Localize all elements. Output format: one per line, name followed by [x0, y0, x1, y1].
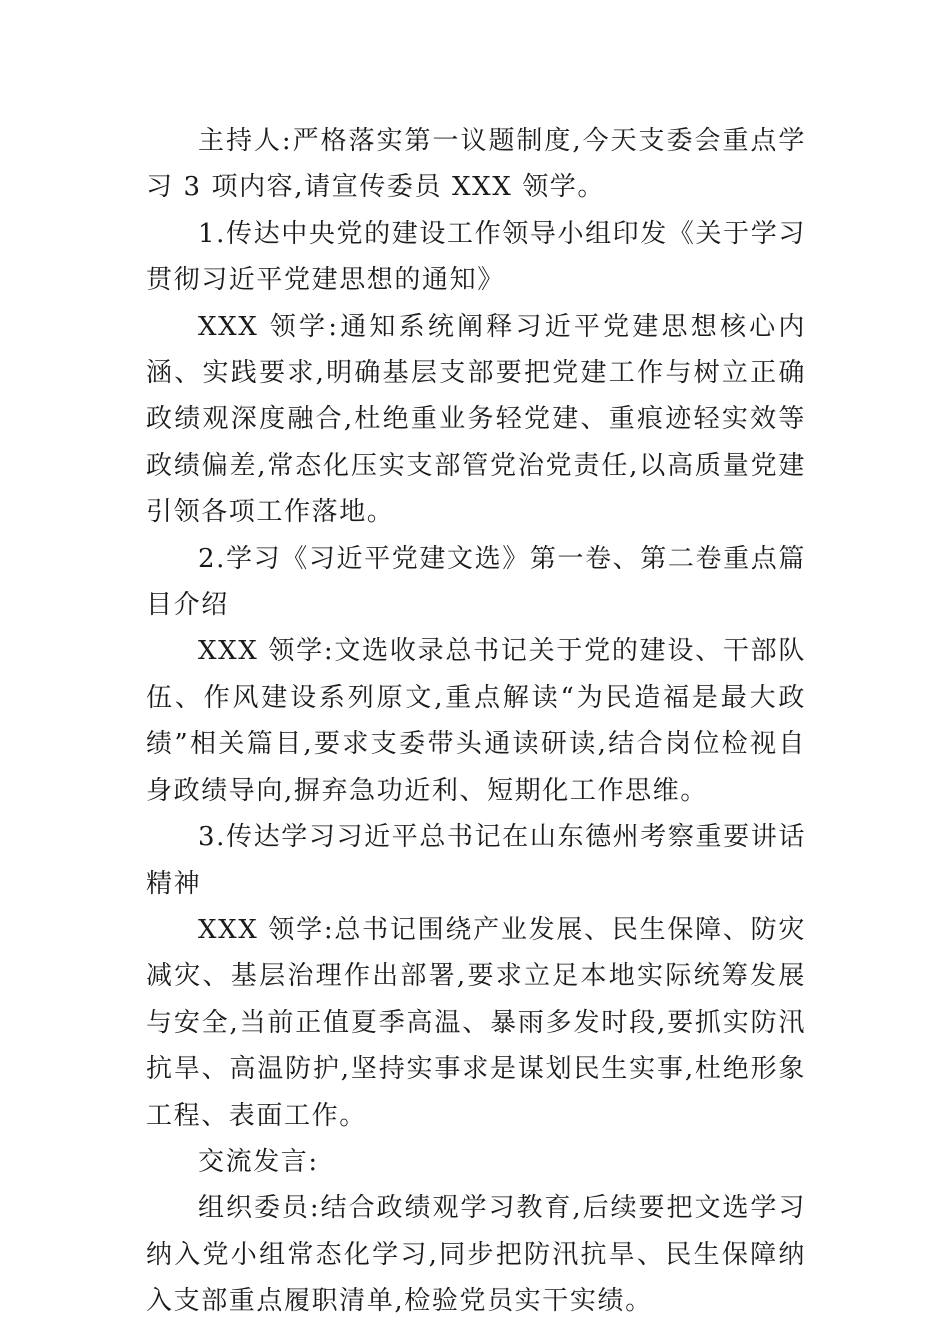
- paragraph-discussion-heading: 交流发言:: [198, 1146, 319, 1177]
- document-body: [146, 118, 806, 1325]
- paragraph-item-2-title: 2.学习《习近平党建文选》第一卷、第二卷重点篇目介绍: [146, 543, 806, 621]
- paragraph-item-3-title: 3.传达学习习近平总书记在山东德州考察重要讲话精神: [146, 822, 806, 899]
- paragraph-host-intro: 主持人:严格落实第一议题制度,今天支委会重点学习 3 项内容,请宣传委员 XXX 领学。: [146, 126, 806, 203]
- paragraph-organization-member-remarks: 组织委员:结合政绩观学习教育,后续要把文选学习纳入党小组常态化学习,同步把防汛抗旱、民生保障纳入支部重点履职清单,检验党员实干实绩。: [146, 1193, 806, 1317]
- paragraph-item-2-content: XXX 领学:文选收录总书记关于党的建设、干部队伍、作风建设系列原文,重点解读“为民造福是最大政绩”相关篇目,要求支委带头通读研读,结合岗位检视自身政绩导向,摒弃急功近利、短期化工作思维。: [146, 636, 806, 806]
- paragraph-item-1-content: XXX 领学:通知系统阐释习近平党建思想核心内涵、实践要求,明确基层支部要把党建工作与树立正确政绩观深度融合,杜绝重业务轻党建、重痕迹轻实效等政绩偏差,常态化压实支部管党治党责任,以高质量党建引领各项工作落地。: [146, 311, 806, 528]
- paragraph-item-3-content: XXX 领学:总书记围绕产业发展、民生保障、防灾减灾、基层治理作出部署,要求立足本地实际统筹发展与安全,当前正值夏季高温、暴雨多发时段,要抓实防汛抗旱、高温防护,坚持实事求是谋划民生实事,杜绝形象工程、表面工作。: [146, 914, 806, 1131]
- paragraph-item-1-title: 1.传达中央党的建设工作领导小组印发《关于学习贯彻习近平党建思想的通知》: [146, 218, 806, 296]
